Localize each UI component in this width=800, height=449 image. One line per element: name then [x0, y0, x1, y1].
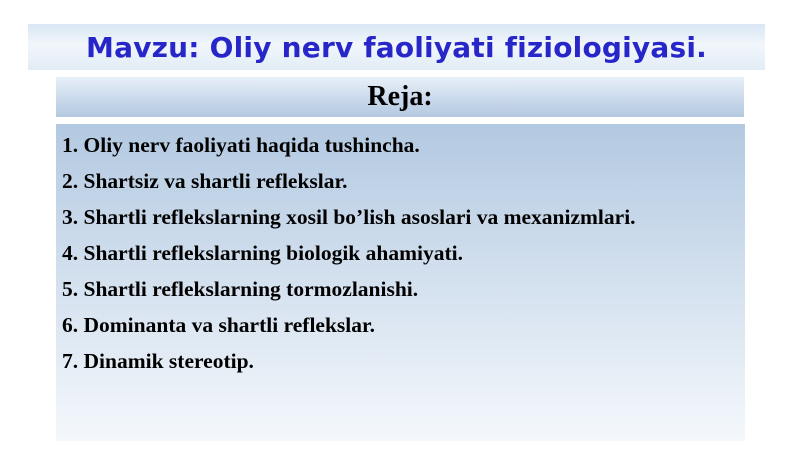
plan-item-1: 1. Oliy nerv faoliyati haqida tushincha.	[62, 133, 420, 157]
plan-item-7: 7. Dinamik stereotip.	[62, 349, 254, 373]
title-banner	[28, 24, 765, 70]
plan-item-4: 4. Shartli reflekslarning biologik ahamiyati.	[62, 241, 463, 265]
plan-item-3: 3. Shartli reflekslarning xosil bo’lish asoslari va mexanizmlari.	[62, 205, 636, 229]
plan-item-6: 6. Dominanta va shartli reflekslar.	[62, 313, 375, 337]
plan-box	[56, 124, 745, 441]
slide-subtitle: Reja:	[367, 81, 433, 112]
plan-list	[62, 130, 732, 375]
plan-item-5: 5. Shartli reflekslarning tormozlanishi.	[62, 277, 419, 301]
subtitle-banner	[56, 77, 744, 117]
plan-item-2: 2. Shartsiz va shartli reflekslar.	[62, 169, 348, 193]
slide-title: Mavzu: Oliy nerv faoliyati fiziologiyasi.	[86, 30, 707, 64]
